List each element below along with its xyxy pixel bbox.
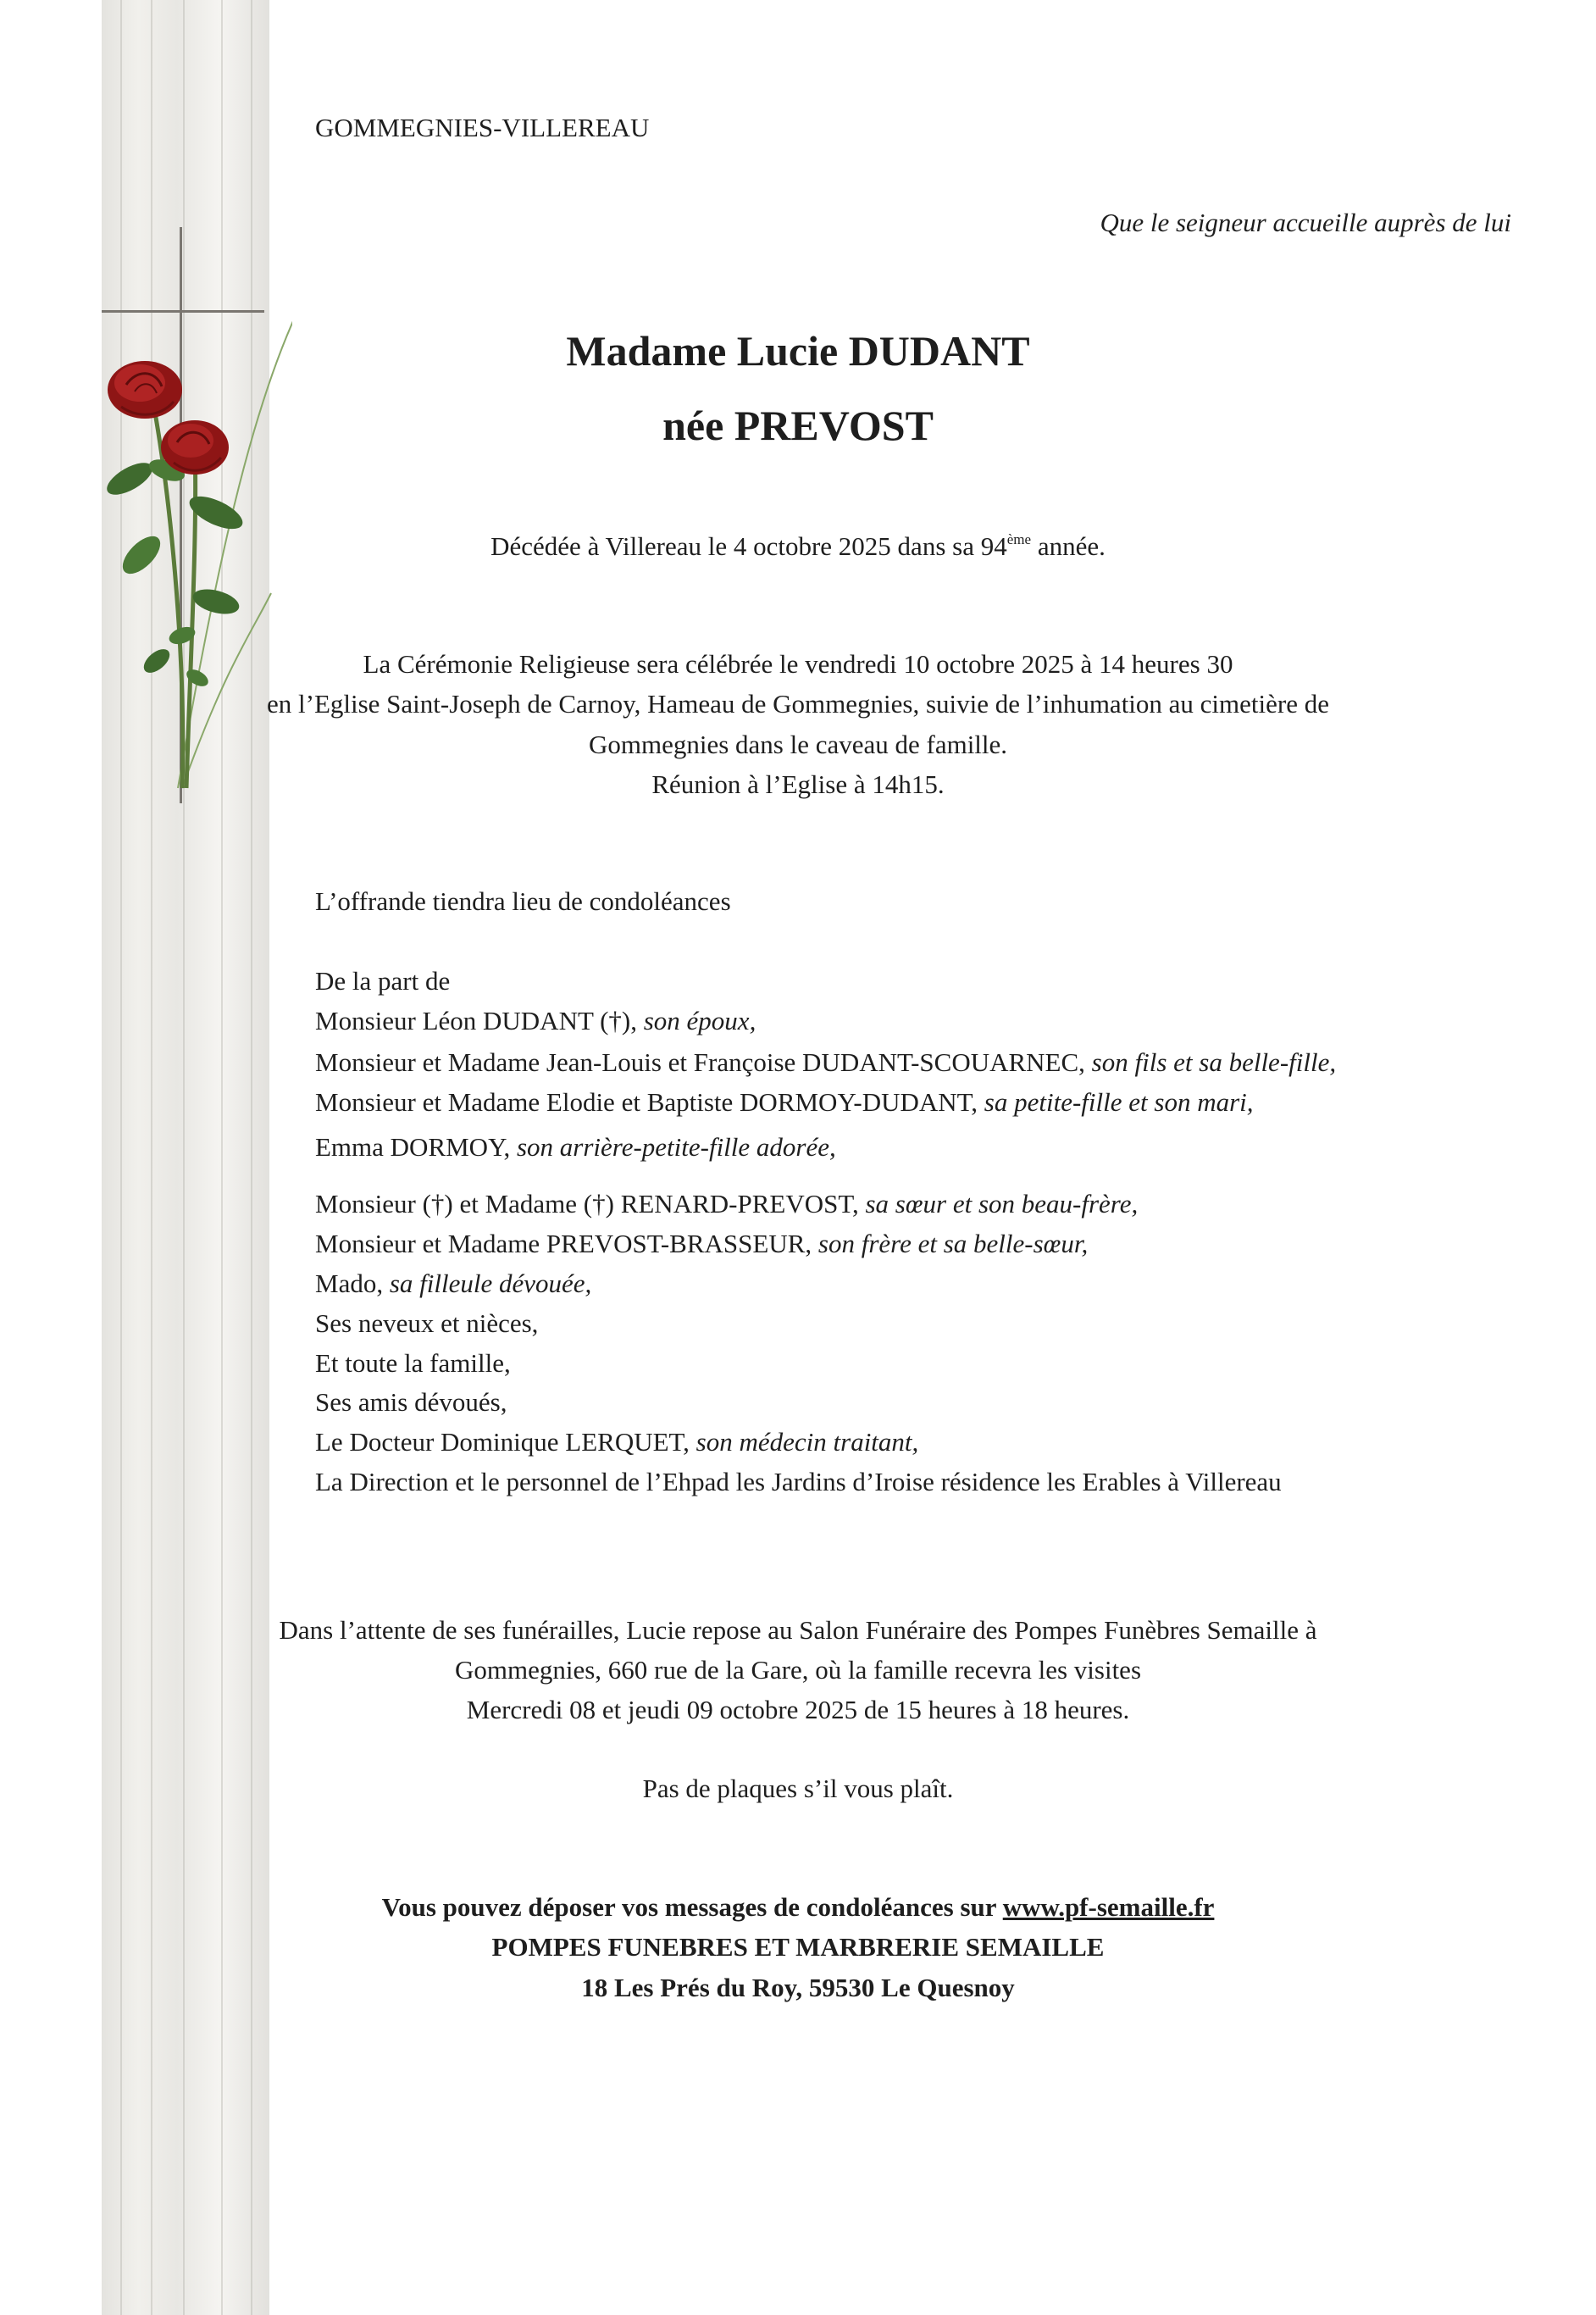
family-intro: De la part de	[315, 966, 451, 996]
ordinal-suffix: ème	[1006, 531, 1032, 548]
deceased-name: Madame Lucie DUDANT	[566, 327, 1030, 375]
visitation-line: Mercredi 08 et jeudi 09 octobre 2025 de 15 heures à 18 heures.	[466, 1695, 1130, 1724]
member-relation: son médecin traitant,	[695, 1427, 919, 1457]
website-link[interactable]: www.pf-semaille.fr	[1002, 1892, 1215, 1922]
company-name: POMPES FUNEBRES ET MARBRERIE SEMAILLE	[491, 1932, 1105, 1962]
death-notice-end: année.	[1031, 531, 1106, 561]
visitation-line: Dans l’attente de ses funérailles, Lucie repose au Salon Funéraire des Pompes Funèbres Semaille à	[279, 1615, 1317, 1645]
family-member	[315, 1189, 1138, 1219]
member-name: Ses neveux et nièces,	[315, 1308, 539, 1338]
member-name: Monsieur Léon DUDANT (†),	[315, 1006, 644, 1035]
member-relation: son fils et sa belle-fille,	[1091, 1047, 1337, 1077]
member-name: Monsieur et Madame Elodie et Baptiste DORMOY-DUDANT,	[315, 1087, 984, 1117]
family-member	[315, 1132, 836, 1163]
family-member	[315, 1087, 1254, 1118]
member-relation: son époux,	[643, 1006, 756, 1035]
ceremony-line: Gommegnies dans le caveau de famille.	[588, 730, 1008, 759]
ceremony-line: en l’Eglise Saint-Joseph de Carnoy, Hameau de Gommegnies, suivie de l’inhumation au cimetière de	[266, 689, 1330, 719]
member-name: Et toute la famille,	[315, 1348, 511, 1378]
member-name: Ses amis dévoués,	[315, 1387, 507, 1417]
red-roses-illustration	[89, 314, 292, 805]
member-name: Monsieur et Madame Jean-Louis et Françoise DUDANT-SCOUARNEC,	[315, 1047, 1092, 1077]
family-member	[315, 1308, 538, 1339]
member-name: Le Docteur Dominique LERQUET,	[315, 1427, 696, 1457]
member-name: La Direction et le personnel de l’Ehpad les Jardins d’Iroise résidence les Erables à Villereau	[315, 1467, 1282, 1496]
visitation-line: Gommegnies, 660 rue de la Gare, où la famille recevra les visites	[454, 1655, 1142, 1685]
member-name: Emma DORMOY,	[315, 1132, 517, 1162]
ceremony-line: Réunion à l’Eglise à 14h15.	[651, 769, 945, 799]
member-relation: sa sœur et son beau-frère,	[865, 1189, 1139, 1219]
condolence-message	[382, 1892, 1215, 1923]
cross-bar	[102, 310, 264, 313]
death-notice-text: Décédée à Villereau le 4 octobre 2025 dans sa 94	[490, 531, 1007, 561]
member-relation: son arrière-petite-fille adorée,	[516, 1132, 836, 1162]
company-address: 18 Les Prés du Roy, 59530 Le Quesnoy	[581, 1973, 1015, 2002]
family-member	[315, 1387, 507, 1418]
family-member	[315, 1467, 1282, 1497]
family-member	[315, 1006, 756, 1036]
prayer-line: Que le seigneur accueille auprès de lui	[1100, 208, 1511, 237]
location-header: GOMMEGNIES-VILLEREAU	[315, 113, 650, 142]
family-member	[315, 1427, 918, 1457]
member-name: Monsieur et Madame PREVOST-BRASSEUR,	[315, 1229, 818, 1258]
family-member	[315, 1047, 1336, 1078]
offering-note: L’offrande tiendra lieu de condoléances	[315, 886, 731, 916]
family-member	[315, 1229, 1088, 1259]
no-plaques-note: Pas de plaques s’il vous plaît.	[642, 1774, 954, 1803]
member-relation: son frère et sa belle-sœur,	[817, 1229, 1089, 1258]
condolence-prefix: Vous pouvez déposer vos messages de condoléances sur	[381, 1892, 1003, 1922]
member-name: Mado,	[315, 1269, 390, 1298]
death-notice	[490, 531, 1106, 562]
family-member	[315, 1269, 591, 1299]
family-member	[315, 1348, 511, 1379]
member-relation: sa petite-fille et son mari,	[984, 1087, 1254, 1117]
member-relation: sa filleule dévouée,	[389, 1269, 592, 1298]
ceremony-line: La Cérémonie Religieuse sera célébrée le vendredi 10 octobre 2025 à 14 heures 30	[363, 649, 1233, 679]
birth-name: née PREVOST	[662, 402, 934, 449]
member-name: Monsieur (†) et Madame (†) RENARD-PREVOST,	[315, 1189, 866, 1219]
